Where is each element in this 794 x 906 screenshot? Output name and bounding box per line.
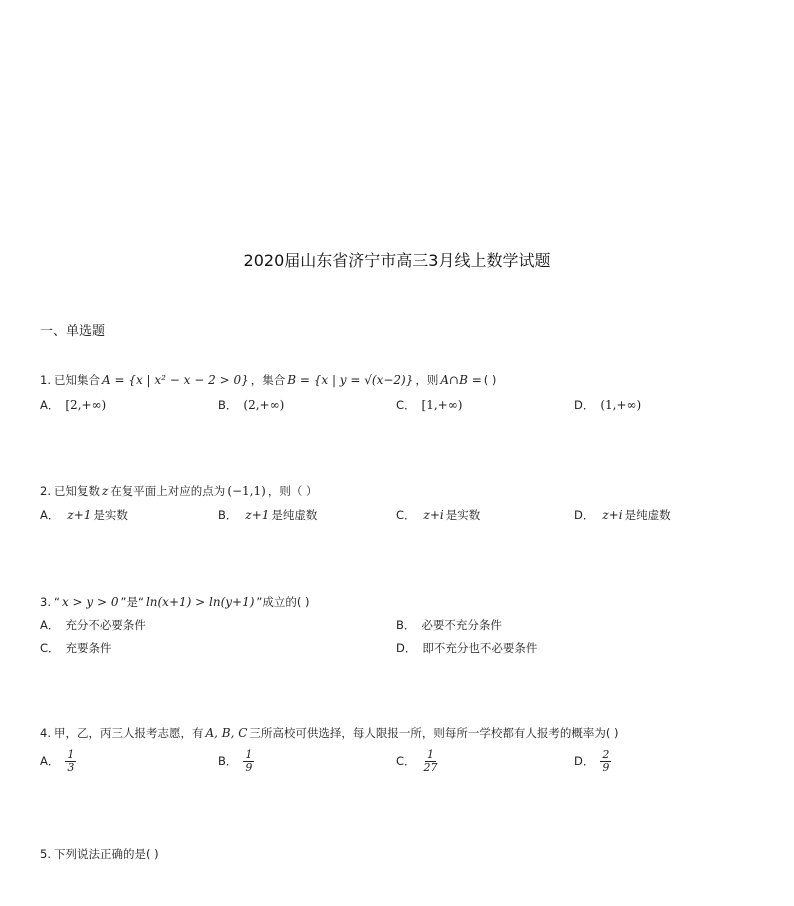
- option-label: A．: [40, 618, 60, 632]
- option-fraction: [65, 749, 76, 774]
- option-label: A．: [40, 508, 60, 522]
- stem-math: B = {x | y = √(x−2)}: [287, 373, 414, 387]
- stem-math: A = {x | x² − x − 2 > 0}: [101, 373, 249, 387]
- fraction-numerator: 1: [67, 747, 75, 761]
- section-heading: 一、单选题: [40, 324, 106, 339]
- option-c: [396, 394, 462, 416]
- stem-math: x > y > 0: [61, 595, 119, 609]
- question-number: 2.: [40, 484, 51, 498]
- option-math: z+i: [423, 508, 444, 522]
- question-stem: [40, 591, 760, 613]
- option-text: 充分不必要条件: [65, 618, 146, 632]
- stem-text: “: [53, 595, 60, 609]
- option-label: B．: [218, 398, 238, 412]
- option-c: [396, 504, 480, 526]
- option-a: [40, 504, 128, 526]
- stem-text: ，则: [415, 373, 439, 387]
- option-label: C．: [396, 508, 416, 522]
- option-math: (1,+∞): [600, 398, 642, 412]
- option-label: B．: [218, 754, 238, 768]
- fraction-denominator: 27: [423, 760, 438, 774]
- question-3: [40, 591, 760, 659]
- question-4: [40, 722, 760, 777]
- option-math: z+1: [245, 508, 270, 522]
- option-b: [218, 394, 284, 416]
- stem-text: 在复平面上对应的点为: [110, 484, 226, 498]
- option-label: C．: [40, 641, 60, 655]
- options-row: [40, 394, 760, 416]
- options-row: [40, 637, 760, 659]
- option-text: 是实数: [445, 508, 481, 522]
- stem-text: ”成立的( ): [256, 595, 310, 609]
- question-number: 5.: [40, 847, 51, 861]
- fraction-denominator: 3: [67, 760, 75, 774]
- option-math: z+i: [602, 508, 623, 522]
- question-number: 4.: [40, 726, 51, 740]
- question-stem: [40, 843, 760, 865]
- option-d: [574, 745, 611, 777]
- option-a: [40, 394, 106, 416]
- option-d: [574, 394, 641, 416]
- question-number: 3.: [40, 595, 51, 609]
- stem-text: 已知集合: [53, 373, 100, 387]
- question-2: [40, 480, 760, 526]
- options-row: [40, 614, 760, 636]
- option-c: [40, 637, 112, 659]
- option-b: [396, 614, 502, 636]
- options-row: [40, 745, 760, 777]
- option-math: z+1: [67, 508, 92, 522]
- option-text: 必要不充分条件: [421, 618, 502, 632]
- option-math: [1,+∞): [421, 398, 463, 412]
- option-label: B．: [218, 508, 238, 522]
- question-1: [40, 369, 760, 416]
- option-b: [218, 745, 254, 777]
- fraction-numerator: 1: [427, 747, 435, 761]
- option-label: C．: [396, 754, 416, 768]
- question-stem: [40, 480, 760, 502]
- option-label: D．: [574, 508, 595, 522]
- option-c: [396, 745, 440, 777]
- fraction-numerator: 1: [245, 747, 253, 761]
- option-a: [40, 614, 146, 636]
- option-d: [574, 504, 671, 526]
- option-fraction: [422, 749, 440, 774]
- option-math: (2,+∞): [243, 398, 285, 412]
- page-title: 2020届山东省济宁市高三3月线上数学试题: [243, 251, 551, 270]
- option-label: A．: [40, 754, 60, 768]
- fraction-denominator: 9: [602, 760, 610, 774]
- option-label: D．: [574, 398, 595, 412]
- stem-text: ( ): [483, 373, 497, 387]
- option-text: 是纯虚数: [271, 508, 318, 522]
- option-label: B．: [396, 618, 416, 632]
- question-5: [40, 843, 760, 865]
- option-d: [396, 637, 537, 659]
- option-text: 充要条件: [65, 641, 112, 655]
- fraction-denominator: 9: [245, 760, 253, 774]
- option-label: D．: [396, 641, 417, 655]
- option-text: 是纯虚数: [624, 508, 671, 522]
- stem-text: ，则（ ）: [267, 484, 318, 498]
- fraction-numerator: 2: [602, 747, 610, 761]
- question-number: 1.: [40, 373, 51, 387]
- question-stem: [40, 722, 760, 744]
- question-stem: [40, 369, 760, 391]
- stem-text: 甲，乙，丙三人报考志愿，有: [53, 726, 204, 740]
- stem-math: ln(x+1) > ln(y+1): [145, 595, 255, 609]
- stem-text: 下列说法正确的是( ): [53, 847, 159, 861]
- stem-text: 三所高校可供选择，每人限报一所，则每所一学校都有人报考的概率为( ): [249, 726, 619, 740]
- stem-text: 已知复数: [53, 484, 100, 498]
- option-label: A．: [40, 398, 60, 412]
- option-label: D．: [574, 754, 595, 768]
- option-text: 是实数: [93, 508, 128, 522]
- option-text: 即不充分也不必要条件: [422, 641, 538, 655]
- option-fraction: [600, 749, 611, 774]
- stem-math: A, B, C: [205, 726, 248, 740]
- stem-math: z: [101, 484, 109, 498]
- option-math: [2,+∞): [65, 398, 107, 412]
- stem-text: ”是“: [120, 595, 144, 609]
- option-label: C．: [396, 398, 416, 412]
- options-row: [40, 504, 760, 526]
- option-b: [218, 504, 317, 526]
- stem-text: ，集合: [250, 373, 286, 387]
- option-a: [40, 745, 76, 777]
- option-fraction: [243, 749, 254, 774]
- stem-math: (−1,1): [227, 484, 266, 498]
- stem-math: A∩B =: [440, 373, 482, 387]
